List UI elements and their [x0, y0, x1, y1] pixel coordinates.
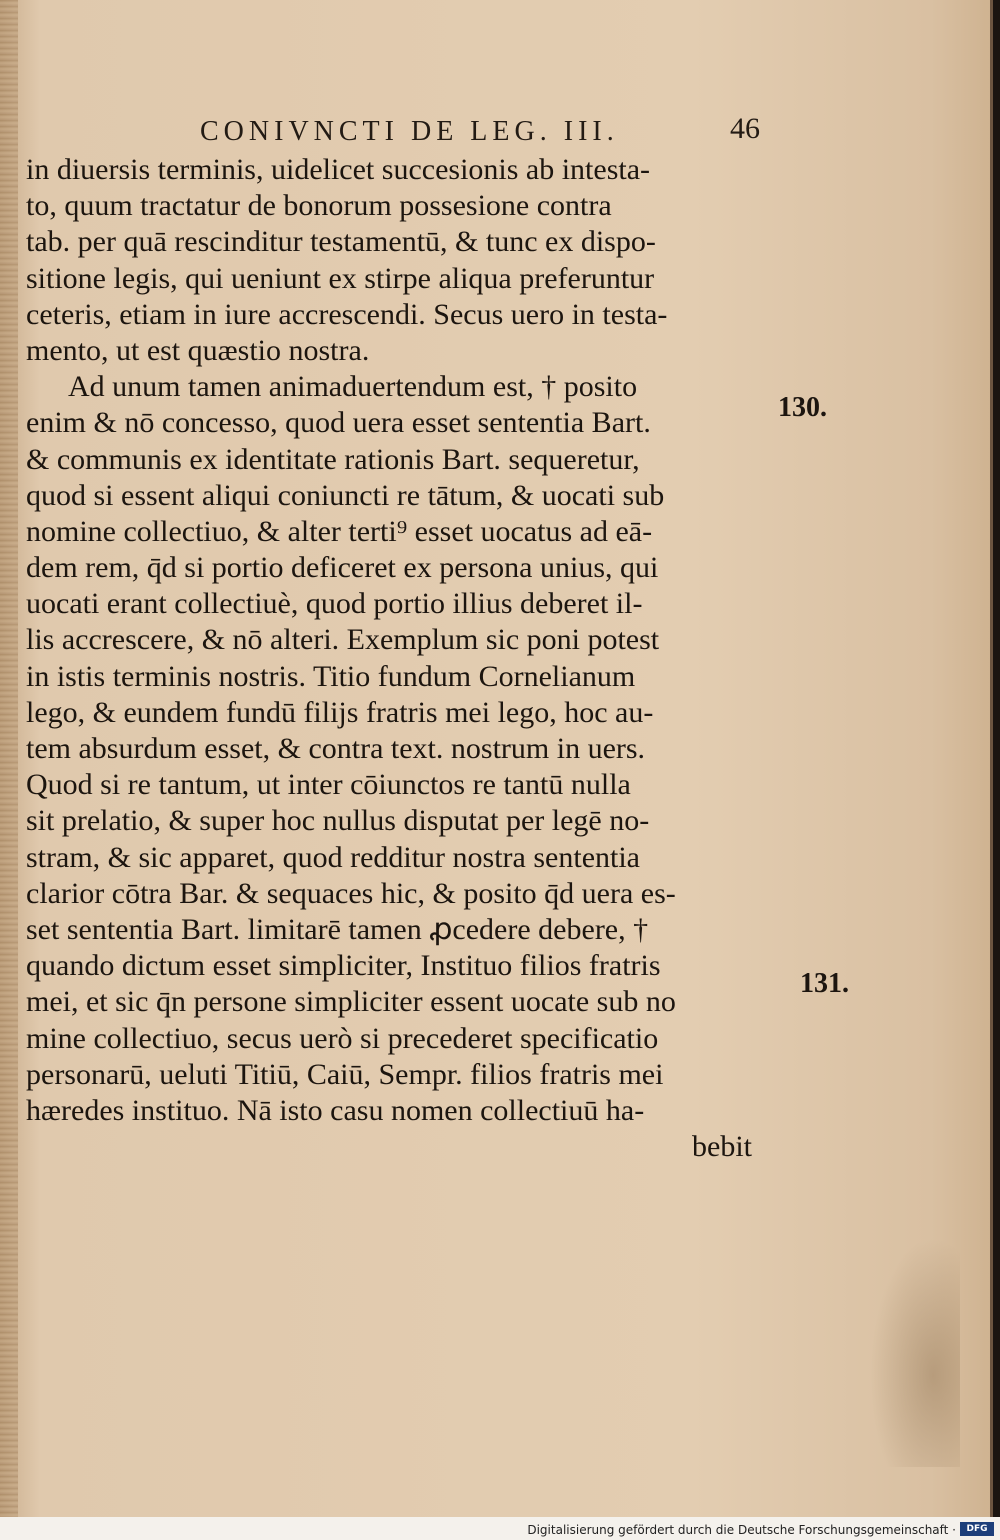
text-line: to, quum tractatur de bonorum possesione contra	[26, 189, 612, 223]
text-line: quod si essent aliqui coniuncti re tātum, & uocati sub	[26, 478, 665, 512]
text-line: lego, & eundem fundū filijs fratris mei lego, hoc au-	[26, 695, 654, 729]
page-number: 46	[730, 112, 760, 145]
text-line: nomine collectiuo, & alter terti⁹ esset uocatus ad eā-	[26, 514, 653, 548]
page-header	[200, 112, 760, 152]
text-line: dem rem, q̄d si portio deficeret ex persona unius, qui	[26, 551, 659, 585]
text-line: & communis ex identitate rationis Bart. sequeretur,	[26, 442, 640, 476]
text-line: Ad unum tamen animaduertendum est, † posito	[68, 370, 638, 404]
margin-note-131: 131.	[800, 968, 849, 999]
margin-note-130: 130.	[778, 392, 827, 423]
text-line: tab. per quā rescinditur testamentū, & tunc ex dispo-	[26, 225, 656, 259]
text-line: set sententia Bart. limitarē tamen ꝓcedere debere, †	[26, 912, 649, 946]
text-line: mine collectiuo, secus uerò si precederet specificatio	[26, 1021, 659, 1055]
text-line: in istis terminis nostris. Titio fundum Cornelianum	[26, 659, 636, 693]
text-line: uocati erant collectiuè, quod portio illius deberet il-	[26, 587, 643, 621]
text-line: ceteris, etiam in iure accrescendi. Secus uero in testa-	[26, 297, 668, 331]
text-line: personarū, ueluti Titiū, Caiū, Sempr. filios fratris mei	[26, 1057, 664, 1091]
text-line: tem absurdum esset, & contra text. nostrum in uers.	[26, 732, 646, 765]
funding-credit: Digitalisierung gefördert durch die Deutsche Forschungsgemeinschaft ·	[527, 1523, 956, 1537]
digitization-footer	[0, 1517, 1000, 1540]
text-line: mento, ut est quæstio nostra.	[26, 333, 370, 367]
text-line: stram, & sic apparet, quod redditur nostra sententia	[26, 840, 640, 874]
text-line: sit prelatio, & super hoc nullus disputat per legē no-	[26, 804, 650, 838]
body-text	[26, 152, 756, 1165]
text-line: clarior cōtra Bar. & sequaces hic, & posito q̄d uera es-	[26, 876, 676, 910]
dfg-logo-icon: DFG	[960, 1522, 994, 1536]
text-line: Quod si re tantum, ut inter cōiunctos re tantū nulla	[26, 768, 631, 802]
text-line: mei, et sic q̄n persone simpliciter essent uocate sub no	[26, 985, 676, 1019]
paper-stain	[870, 1237, 960, 1467]
catchword: bebit	[692, 1130, 752, 1164]
text-line: in diuersis terminis, uidelicet succesionis ab intesta-	[26, 153, 651, 186]
text-line: quando dictum esset simpliciter, Instituo filios fratris	[26, 949, 661, 983]
text-line: lis accrescere, & nō alteri. Exemplum sic poni potest	[26, 623, 660, 657]
text-line: sitione legis, qui ueniunt ex stirpe aliqua preferuntur	[26, 261, 655, 295]
text-line: hæredes instituo. Nā isto casu nomen collectiuū ha-	[26, 1093, 645, 1127]
text-line: enim & nō concesso, quod uera esset sententia Bart.	[26, 406, 651, 440]
running-head: CONIVNCTI DE LEG. III.	[200, 116, 619, 147]
